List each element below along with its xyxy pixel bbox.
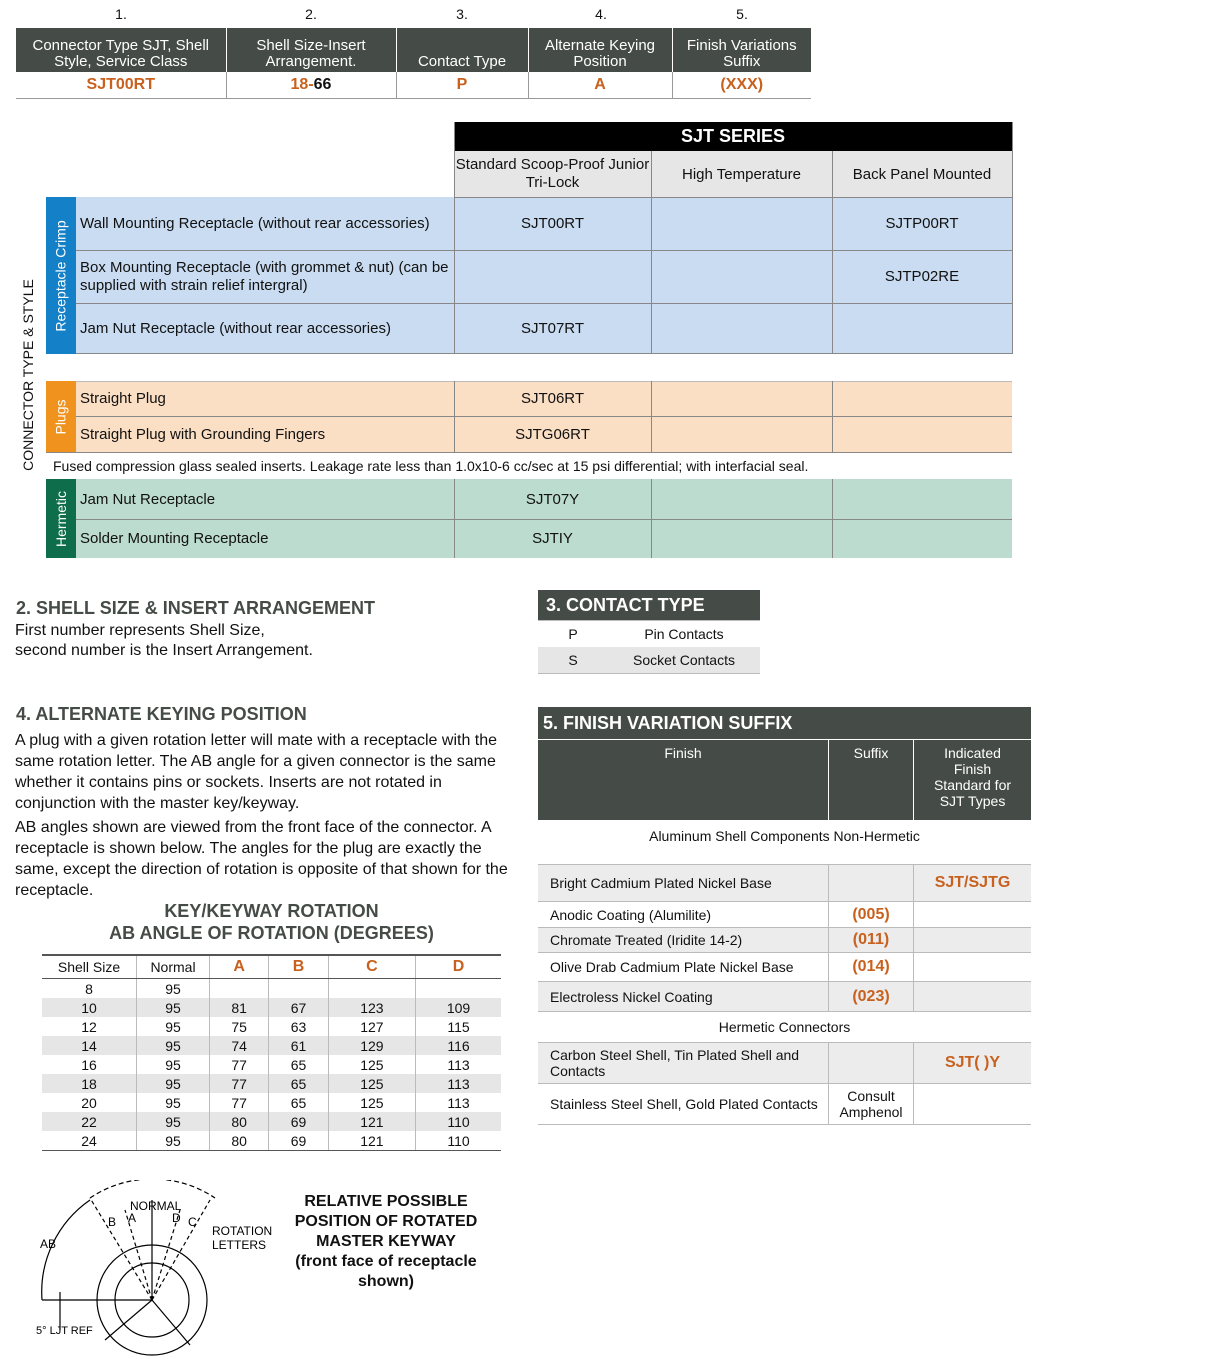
row-std: SJTG06RT (515, 425, 590, 443)
table-cell: 95 (137, 1055, 210, 1074)
table-cell: 123 (328, 998, 415, 1017)
table-cell: 77 (210, 1055, 269, 1074)
table-cell: 95 (137, 1036, 210, 1055)
table-cell: 24 (42, 1131, 137, 1151)
table-cell: 129 (328, 1036, 415, 1055)
finish-cell-std (913, 902, 1031, 927)
finish-row (538, 864, 1031, 902)
finish-cell-suffix: Consult Amphenol (828, 1084, 913, 1124)
row-label: Straight Plug with Grounding Fingers (80, 425, 326, 443)
table-cell: 75 (210, 1017, 269, 1036)
table-cell: 127 (328, 1017, 415, 1036)
header-keying: Alternate Keying Position (528, 28, 672, 72)
row-back: SJTP02RE (884, 268, 960, 285)
table-cell: 65 (269, 1093, 328, 1112)
rotation-table-title: KEY/KEYWAY ROTATION AB ANGLE OF ROTATION (DEGREES) (109, 901, 434, 943)
shell-size-title: 2. SHELL SIZE & INSERT ARRANGEMENT (16, 598, 376, 618)
finish-title: 5. FINISH VARIATION SUFFIX (538, 707, 1031, 739)
step-number: 5. (736, 6, 748, 22)
table-cell: 74 (210, 1036, 269, 1055)
finish-cell-suffix: (005) (828, 902, 913, 927)
group-non-hermetic: Aluminum Shell Components Non-Hermetic (649, 828, 920, 844)
table-cell (416, 979, 502, 999)
value-finish: (XXX) (672, 72, 811, 99)
table-cell (328, 979, 415, 999)
finish-cell-std (913, 982, 1031, 1011)
finish-cell-std: SJT/SJTG (913, 865, 1031, 901)
diagram-label-ref: 5° LJT REF (36, 1325, 93, 1337)
finish-col-header: Finish (664, 745, 702, 761)
keying-para1: A plug with a given rotation letter will mate with a receptacle with the same rotation letter. The AB angle for a given connector is the same whether it contains pins or sockets. Inserts are not rotated in conjunction with the master key/keyway. (15, 732, 498, 812)
diagram-label-normal: NORMAL (130, 1199, 182, 1213)
row-label: Jam Nut Receptacle (without rear accessories) (80, 320, 391, 337)
row-std: SJTIY (532, 530, 573, 547)
diagram-letter: B (108, 1215, 117, 1229)
table-cell: 125 (328, 1055, 415, 1074)
part-number-table (16, 0, 811, 99)
value-shell-size: 18-66 (226, 72, 396, 99)
row-back: SJTP00RT (885, 215, 959, 232)
finish-cell-finish: Bright Cadmium Plated Nickel Base (550, 875, 772, 891)
diagram-label-rotation: ROTATION (212, 1224, 273, 1238)
table-cell: 95 (137, 1112, 210, 1131)
row-label: Straight Plug (80, 390, 166, 407)
std-col-header: Indicated Finish Standard for SJT Types (913, 740, 1031, 820)
finish-row (538, 953, 1031, 982)
diagram-label-ab: AB (40, 1237, 57, 1251)
diagram-letter: C (188, 1215, 197, 1229)
step-number: 2. (305, 6, 317, 22)
row-label: Wall Mounting Receptacle (without rear accessories) (80, 215, 430, 232)
table-cell: 63 (269, 1017, 328, 1036)
table-cell: 81 (210, 998, 269, 1017)
col-high-temp: High Temperature (651, 151, 832, 197)
table-row: P Pin Contacts (538, 620, 760, 647)
keyway-diagram (30, 1180, 290, 1360)
finish-cell-suffix: (014) (828, 953, 913, 981)
finish-row (538, 1043, 1031, 1084)
table-cell: 125 (328, 1074, 415, 1093)
header-contact-type: Contact Type (396, 28, 528, 72)
col-standard: Standard Scoop-Proof Junior Tri-Lock (454, 151, 651, 197)
table-cell: 116 (416, 1036, 502, 1055)
table-cell: 18 (42, 1074, 137, 1093)
row-label: Jam Nut Receptacle (80, 490, 216, 508)
table-cell: 95 (137, 1017, 210, 1036)
diagram-letter: D (172, 1211, 181, 1225)
table-cell: 8 (85, 980, 93, 997)
table-cell: 95 (137, 1074, 210, 1093)
table-cell (210, 979, 269, 999)
table-cell: 95 (137, 1131, 210, 1151)
table-cell: 125 (328, 1093, 415, 1112)
side-label: CONNECTOR TYPE & STYLE (20, 279, 37, 471)
table-cell: 77 (210, 1093, 269, 1112)
table-cell: 121 (328, 1131, 415, 1151)
finish-cell-finish: Electroless Nickel Coating (550, 988, 713, 1005)
table-row (42, 1036, 501, 1055)
table-cell: 22 (42, 1112, 137, 1131)
table-row (42, 1017, 501, 1036)
finish-row (538, 928, 1031, 953)
finish-cell-suffix (828, 865, 913, 901)
table-cell: 95 (137, 998, 210, 1017)
table-cell: 113 (416, 1074, 502, 1093)
table-cell: 61 (269, 1036, 328, 1055)
finish-cell-std (913, 1084, 1031, 1124)
table-cell: 67 (269, 998, 328, 1017)
table-row (42, 979, 501, 999)
shell-size-line1: First number represents Shell Size, (15, 622, 265, 639)
diagram-label-letters: LETTERS (212, 1238, 267, 1252)
table-cell: 109 (416, 998, 502, 1017)
diagram-caption: RELATIVE POSSIBLE POSITION OF ROTATED MASTER KEYWAY (front face of receptacle shown) (294, 1193, 478, 1290)
row-std: SJT07Y (525, 490, 580, 508)
table-cell: 121 (328, 1112, 415, 1131)
finish-row (538, 902, 1031, 928)
group-plugs: Plugs (46, 381, 76, 452)
finish-cell-suffix: (011) (828, 928, 913, 952)
row-label: Solder Mounting Receptacle (80, 530, 269, 547)
suffix-col-header: Suffix (828, 740, 913, 820)
finish-cell-suffix (828, 1043, 913, 1083)
finish-table (538, 707, 1031, 1125)
table-row (42, 1093, 501, 1112)
table-cell: 95 (137, 1093, 210, 1112)
rotation-table: Shell Size Normal A B C D 8 95 10 95 81 67 123 109 12 95 75 63 127 115 14 95 74 61 129 116 16 95 77 65 125 113 18 95 77 65 125 113 20 95 77 65 125 113 22 95 80 69 121 110 24 95 80 69 121 110 (42, 954, 501, 1151)
table-cell: 80 (210, 1131, 269, 1151)
table-cell: 69 (269, 1112, 328, 1131)
finish-cell-std (913, 953, 1031, 981)
step-number: 1. (115, 6, 127, 22)
finish-cell-suffix: (023) (828, 982, 913, 1011)
finish-cell-finish: Chromate Treated (Iridite 14-2) (550, 932, 743, 948)
group-hermetic: Hermetic (46, 479, 76, 558)
group-receptacle-crimp: Receptacle Crimp (46, 197, 76, 354)
header-finish: Finish Variations Suffix (672, 28, 811, 72)
table-cell: 65 (269, 1055, 328, 1074)
table-cell: 95 (137, 979, 210, 999)
table-cell: 14 (42, 1036, 137, 1055)
col-back-panel: Back Panel Mounted (832, 151, 1012, 197)
table-row (42, 998, 501, 1017)
row-std: SJT06RT (520, 390, 585, 407)
table-row (42, 1112, 501, 1131)
keying-para2: AB angles shown are viewed from the front face of the connector. A receptacle is shown below. The angles for the plug are exactly the same, except the direction of rotation is opposite of that shown for the receptacle. (15, 819, 508, 899)
step-number: 3. (456, 6, 468, 22)
group-hermetic: Hermetic Connectors (538, 1012, 1031, 1043)
table-cell: 110 (416, 1131, 502, 1151)
shell-size-line2: second number is the Insert Arrangement. (15, 642, 313, 659)
table-cell: 20 (81, 1094, 97, 1111)
table-row (42, 1074, 501, 1093)
table-cell: 65 (269, 1074, 328, 1093)
finish-cell-std: SJT( )Y (913, 1043, 1031, 1083)
contact-type-title: 3. CONTACT TYPE (538, 590, 760, 620)
contact-type-table (538, 590, 760, 674)
finish-row (538, 982, 1031, 1012)
table-row: S Socket Contacts (538, 647, 760, 674)
row-std: SJT07RT (520, 320, 585, 337)
table-cell: 77 (210, 1074, 269, 1093)
table-cell: 113 (416, 1093, 502, 1112)
value-connector-type: SJT00RT (16, 72, 226, 99)
sjt-series-title: SJT SERIES (454, 122, 1012, 151)
table-cell: 110 (416, 1112, 502, 1131)
step-number: 4. (595, 6, 607, 22)
value-contact-type: P (396, 72, 528, 99)
table-cell: 69 (269, 1131, 328, 1151)
table-cell: 115 (416, 1017, 502, 1036)
value-keying: A (528, 72, 672, 99)
table-row (42, 1131, 501, 1151)
finish-cell-finish: Anodic Coating (Alumilite) (550, 906, 712, 923)
table-cell: 80 (210, 1112, 269, 1131)
table-row (42, 1055, 501, 1074)
header-shell-size: Shell Size-Insert Arrangement. (226, 28, 396, 72)
hermetic-note: Fused compression glass sealed inserts. Leakage rate less than 1.0x10-6 cc/sec at 15 psi differential; with interfacial seal. (53, 458, 809, 474)
table-cell: 12 (81, 1018, 97, 1035)
diagram-letter: A (128, 1211, 137, 1225)
finish-row (538, 1084, 1031, 1125)
finish-cell-std (913, 928, 1031, 952)
finish-cell-finish: Stainless Steel Shell, Gold Plated Contacts (550, 1096, 818, 1112)
table-cell: 16 (81, 1056, 97, 1073)
finish-cell-finish: Olive Drab Cadmium Plate Nickel Base (550, 959, 794, 975)
row-std: SJT00RT (520, 215, 585, 232)
table-cell (269, 979, 328, 999)
table-cell: 113 (416, 1055, 502, 1074)
row-label: Box Mounting Receptacle (with grommet & nut) (can be supplied with strain relief intergral) (80, 258, 449, 294)
finish-cell-finish: Carbon Steel Shell, Tin Plated Shell and Contacts (550, 1047, 800, 1079)
table-cell: 10 (42, 998, 137, 1017)
keying-title: 4. ALTERNATE KEYING POSITION (16, 704, 307, 724)
header-connector-type: Connector Type SJT, Shell Style, Service Class (16, 28, 226, 72)
